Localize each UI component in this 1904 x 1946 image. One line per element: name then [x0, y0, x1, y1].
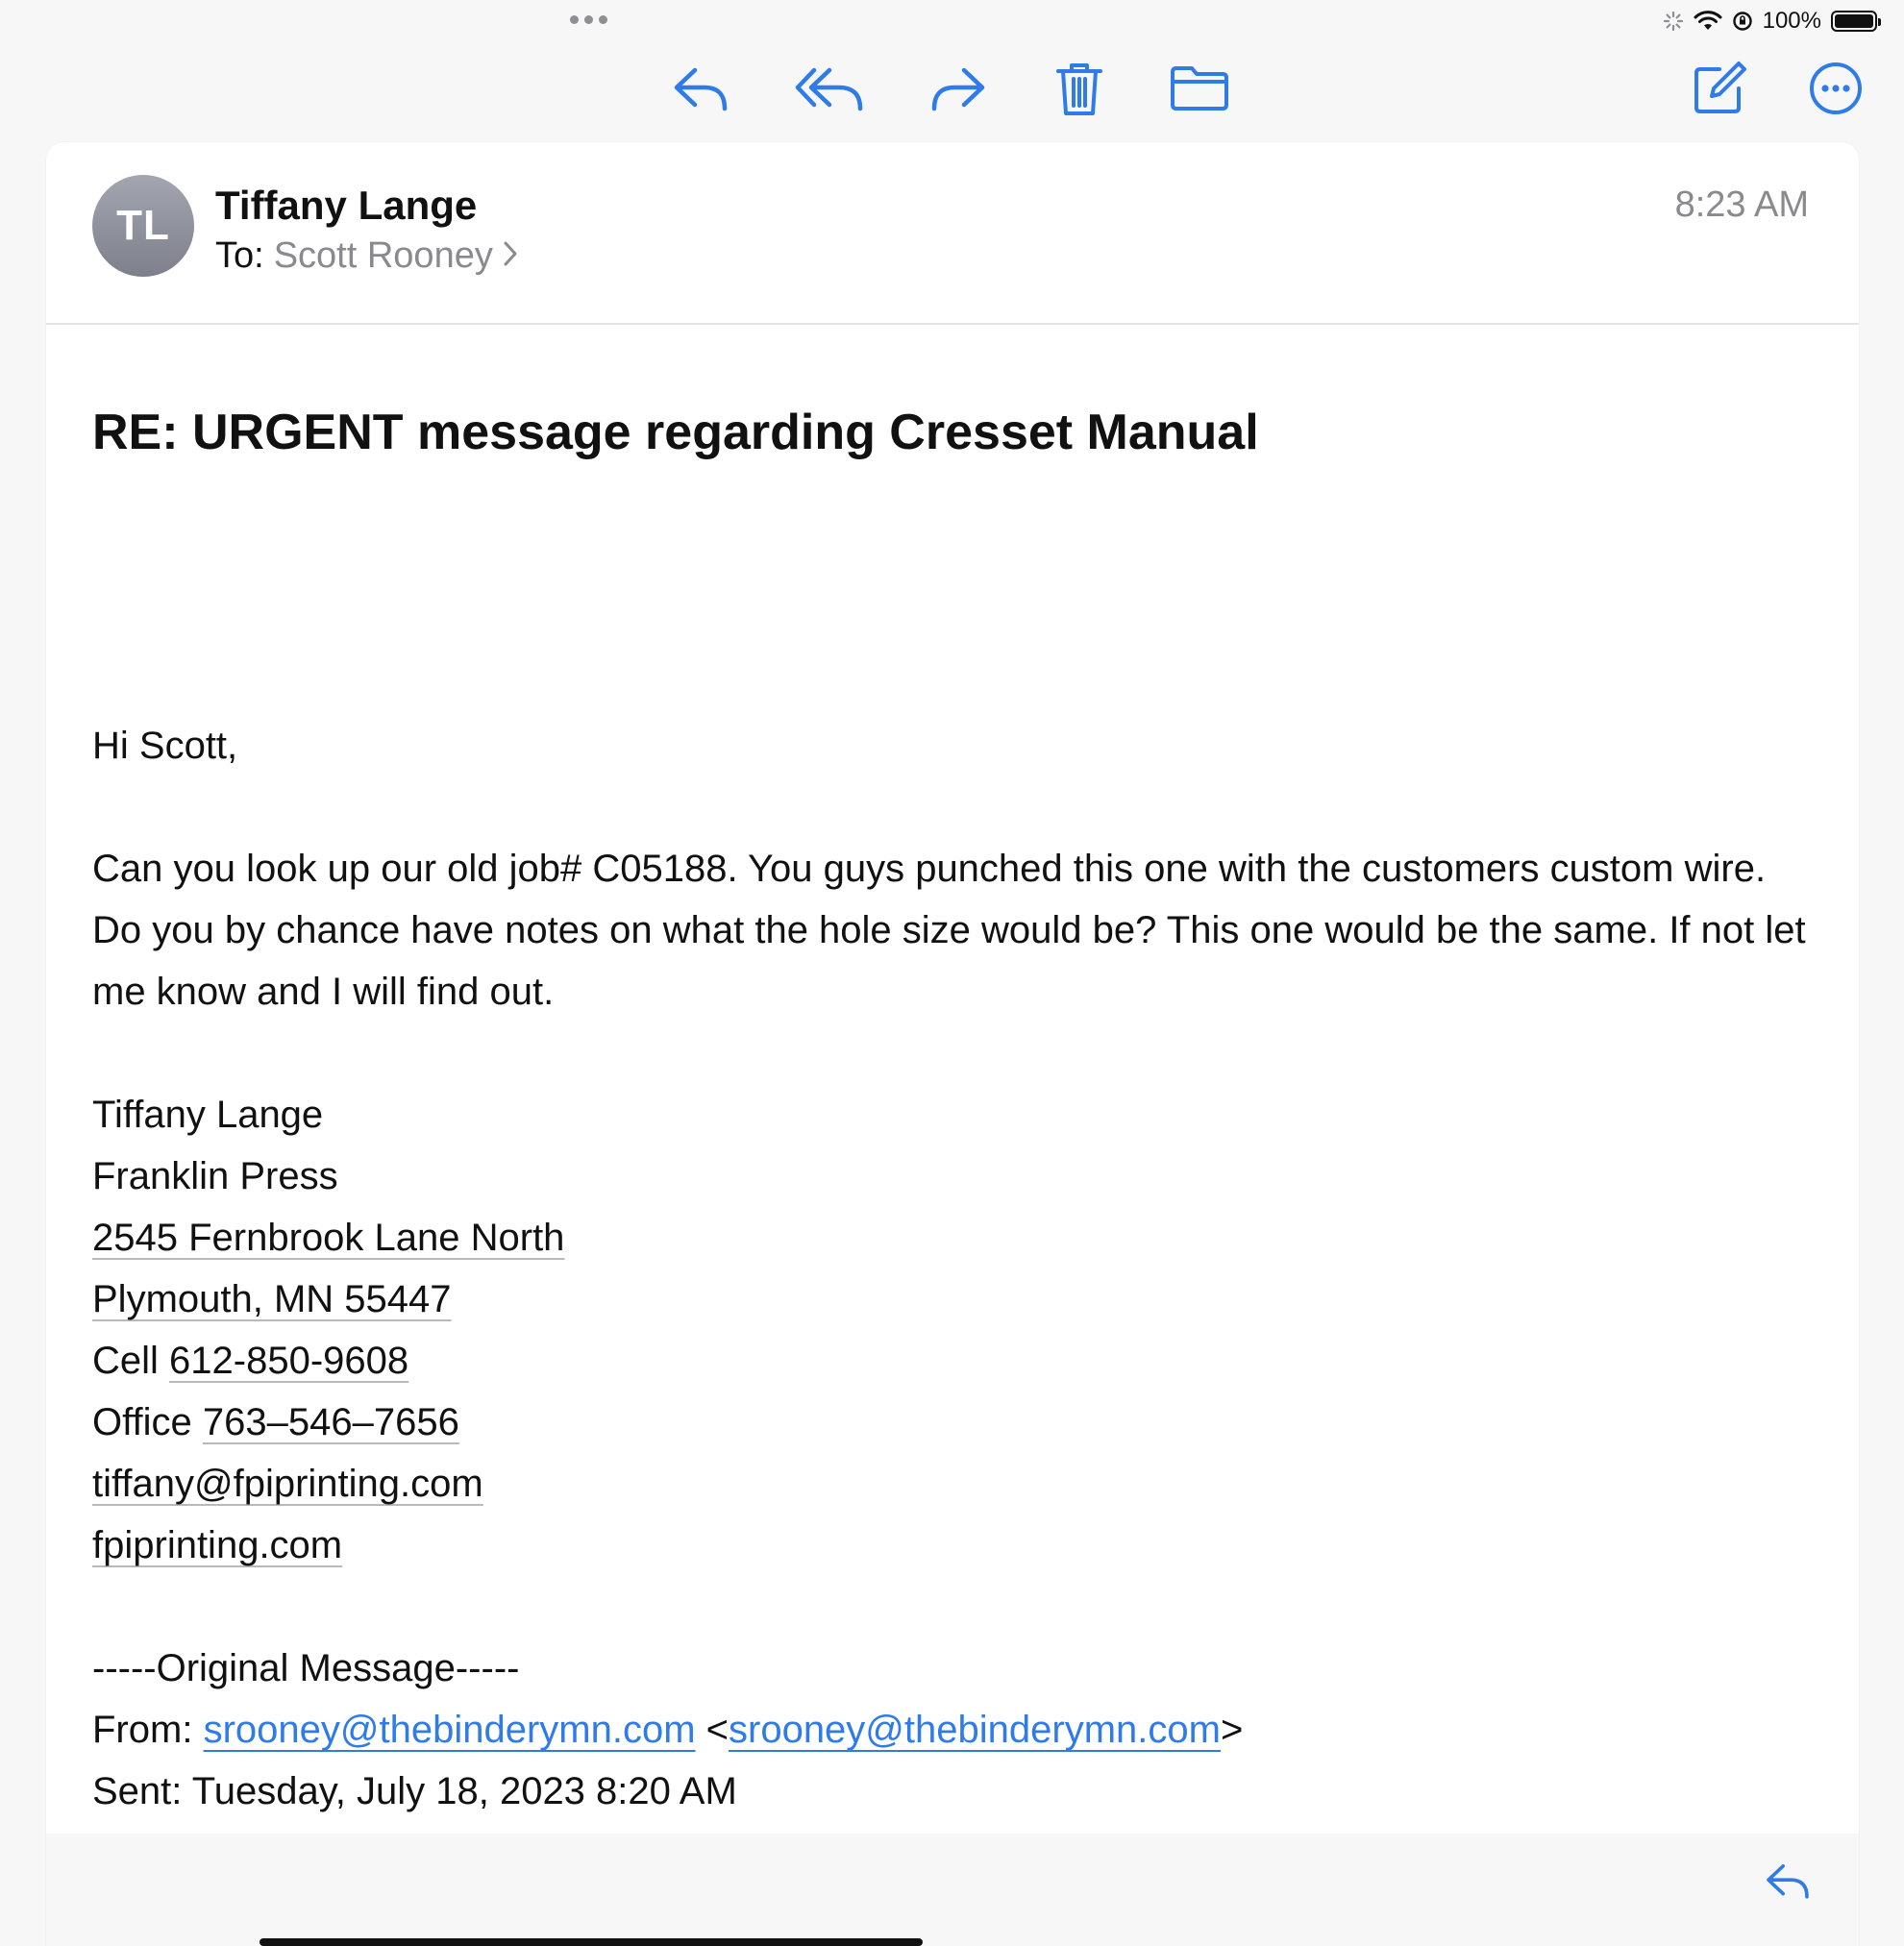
battery-percentage: 100% — [1762, 8, 1821, 34]
message-view — [46, 142, 1859, 1946]
message-time: 8:23 AM — [1674, 185, 1809, 225]
signature-website-link[interactable]: fpiprinting.com — [92, 1524, 343, 1566]
signature-name: Tiffany Lange — [92, 1094, 324, 1136]
signature-email-link[interactable]: tiffany@fpiprinting.com — [92, 1463, 483, 1505]
from-email-bracketed-link[interactable]: srooney@thebinderymn.com — [729, 1709, 1221, 1751]
dot — [570, 15, 579, 24]
recipient-line[interactable] — [215, 235, 518, 277]
reply-icon[interactable] — [1765, 1860, 1811, 1906]
dot — [599, 15, 607, 24]
office-label: Office — [92, 1401, 192, 1443]
cell-phone-link[interactable]: 612-850-9608 — [169, 1340, 409, 1382]
forward-icon[interactable] — [928, 60, 988, 117]
signature-address-line1[interactable]: 2545 Fernbrook Lane North — [92, 1217, 565, 1259]
home-indicator[interactable] — [260, 1938, 923, 1946]
activity-spinner-icon — [1663, 11, 1684, 32]
orientation-lock-icon — [1732, 11, 1753, 32]
office-phone-link[interactable]: 763–546–7656 — [202, 1401, 459, 1443]
multitasking-dots[interactable] — [570, 15, 607, 24]
body-paragraph: Can you look up our old job# C05188. You guys punched this one with the customers custom wire. Do you by chance have notes on what the hole size would be? This one would be the same. If not let me know and I will find out. — [92, 848, 1806, 1013]
greeting: Hi Scott, — [92, 725, 238, 767]
message-subject: RE: URGENT message regarding Cresset Manual — [92, 405, 1259, 460]
reply-all-icon[interactable] — [794, 60, 865, 117]
recipient-name[interactable]: Scott Rooney — [273, 235, 493, 276]
bottom-bar — [46, 1834, 1859, 1946]
spacer — [92, 776, 1822, 838]
spacer — [92, 1576, 1822, 1638]
message-header — [46, 142, 1859, 325]
trash-icon[interactable] — [1051, 60, 1107, 117]
chevron-right-icon[interactable] — [503, 235, 518, 277]
original-from-line: From: srooney@thebinderymn.com <srooney@thebinderymn.com> — [92, 1709, 1244, 1751]
dot — [584, 15, 593, 24]
compose-icon[interactable] — [1690, 60, 1749, 117]
more-icon[interactable] — [1807, 60, 1865, 117]
from-email-link[interactable]: srooney@thebinderymn.com — [203, 1709, 696, 1751]
battery-fill — [1835, 14, 1873, 28]
spacer — [92, 1022, 1822, 1084]
signature-office-line — [92, 1392, 1822, 1453]
status-bar — [1663, 8, 1877, 35]
to-label: To: — [215, 235, 264, 276]
cell-label: Cell — [92, 1340, 159, 1382]
sender-name[interactable]: Tiffany Lange — [215, 183, 478, 228]
battery-icon — [1831, 11, 1877, 32]
from-label: From: — [92, 1709, 193, 1751]
folder-icon[interactable] — [1169, 60, 1230, 117]
wifi-icon — [1694, 11, 1722, 32]
signature-address-line2[interactable]: Plymouth, MN 55447 — [92, 1278, 452, 1320]
reply-icon[interactable] — [671, 60, 730, 117]
sender-avatar[interactable]: TL — [92, 175, 194, 277]
message-body — [92, 715, 1822, 1945]
signature-company: Franklin Press — [92, 1155, 338, 1197]
signature-cell-line — [92, 1330, 1822, 1392]
original-message-header: -----Original Message----- — [92, 1647, 520, 1689]
original-sent-line: Sent: Tuesday, July 18, 2023 8:20 AM — [92, 1770, 737, 1812]
